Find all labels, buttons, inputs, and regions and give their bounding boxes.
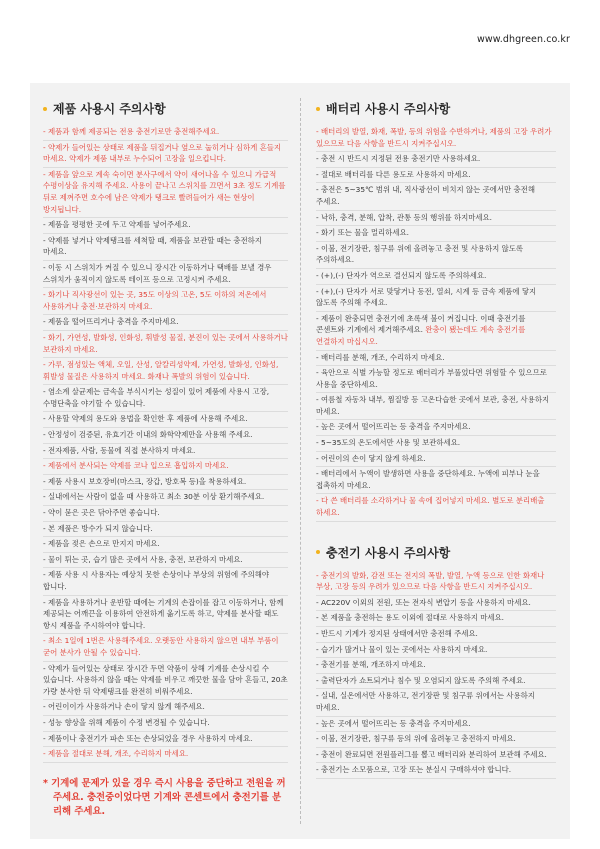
list-item: - 제품을 평평한 곳에 두고 약제를 넣어주세요. xyxy=(43,218,288,234)
product-precautions xyxy=(43,100,288,819)
list-item: - (+),(-) 단자가 역으로 결선되지 않도록 주의하세요. xyxy=(316,269,556,285)
list-item: - (+),(-) 단자가 서로 맞닿거나 동전, 열쇠, 시계 등 금속 제품에 닿지 않도록 주의해 주세요. xyxy=(316,285,556,312)
list-item: - 제품을 절대로 분해, 개조, 수리하지 마세요. xyxy=(43,747,288,763)
header-bar xyxy=(0,0,600,58)
bullet-dot-icon xyxy=(316,107,320,111)
battery-precautions xyxy=(316,100,556,522)
list-item: - 제품 사용시 보호장비(마스크, 장갑, 방호복 등)을 착용하세요. xyxy=(43,475,288,491)
list-item: - 이불, 전기장판, 침구류 위에 올려놓고 충전 및 사용하지 않도록 주의하세요. xyxy=(316,242,556,269)
list-item: - 반드시 기계가 정지된 상태에서만 충전해 주세요. xyxy=(316,627,556,643)
list-item: - 물이 튀는 곳, 습기 많은 곳에서 사용, 충전, 보관하지 마세요. xyxy=(43,553,288,569)
list-item: - 이동 시 스위치가 켜질 수 있으니 장시간 이동하거나 택배를 보낼 경우 스위치가 움직이지 않도록 테이프 등으로 고정시켜 주세요. xyxy=(43,261,288,288)
list-item: - 실내에서는 사람이 없을 때 사용하고 최소 30분 이상 환기해주세요. xyxy=(43,490,288,506)
list-item: - 충전기를 분해, 개조하지 마세요. xyxy=(316,658,556,674)
list-item: - 성능 향상을 위해 제품이 수정 변경될 수 있습니다. xyxy=(43,716,288,732)
list-item: - 제품과 함께 제공되는 전용 충전기로만 충전해주세요. xyxy=(43,125,288,141)
list-item: - 충전기의 발화, 감전 또는 전지의 폭발, 발열, 누액 등으로 인한 화재나 부상, 고장 등의 우려가 있으므로 다음 사항을 반드시 지켜주십시오. xyxy=(316,569,556,596)
list-item: - 제품 사용 시 사용자는 예상치 못한 손상이나 부상의 위험에 주의해야 합니다. xyxy=(43,568,288,595)
bullet-dot-icon xyxy=(316,550,320,554)
list-item: - 화기나 직사광선이 있는 곳, 35도 이상의 고온, 5도 이하의 저온에서 사용하거나 충전·보관하지 마세요. xyxy=(43,288,288,315)
warning-note: * 기계에 문제가 있을 경우 즉시 사용을 중단하고 전원을 꺼주세요. 충전중이었다면 기계와 콘센트에서 충전기를 분리해 주세요. xyxy=(43,777,286,817)
list-item: - 안정성이 검증된, 유효기간 이내의 화학약제만을 사용해 주세요. xyxy=(43,428,288,444)
list-item: - 충전이 완료되면 전원플러그를 뽑고 배터리와 분리하여 보관해 주세요. xyxy=(316,748,556,764)
list-item: - 제품에서 분사되는 약제를 코나 입으로 흡입하지 마세요. xyxy=(43,459,288,475)
list-item: - 충전은 5~35℃ 범위 내, 직사광선이 비치지 않는 곳에서만 충전해 주세요. xyxy=(316,183,556,210)
right-column xyxy=(316,100,556,779)
list-item: - 제품을 젖은 손으로 만지지 마세요. xyxy=(43,537,288,553)
list-item: - 화기, 가연성, 발화성, 인화성, 휘발성 물질, 분진이 있는 곳에서 사용하거나 보관하지 마세요. xyxy=(43,331,288,358)
list-item: - 배터리에서 누액이 발생하면 사용을 중단하세요. 누액에 피부나 눈을 접촉하지 마세요. xyxy=(316,467,556,494)
list-item: - 약이 묻은 곳은 닦아주면 좋습니다. xyxy=(43,506,288,522)
product-precautions-title: 제품 사용시 주의사항 xyxy=(43,100,288,117)
charger-precautions xyxy=(316,544,556,779)
list-item: - 제품이나 충전기가 파손 또는 손상되었을 경우 사용하지 마세요. xyxy=(43,732,288,748)
list-item: - 이불, 전기장판, 침구류 등의 위에 올려놓고 충전하지 마세요. xyxy=(316,732,556,748)
battery-precautions-title: 배터리 사용시 주의사항 xyxy=(316,100,556,117)
list-item: - 약제가 들어있는 상태로 장시간 두면 약품이 상해 기계를 손상시킬 수 있습니다. 사용하지 않을 때는 약제를 비우고 깨끗한 물을 담아 흔들고, 20초 가량 분사한 뒤 약제탱크를 완전히 비워주세요. xyxy=(43,662,288,701)
list-item: - 충전 시 반드시 지정된 전용 충전기만 사용하세요. xyxy=(316,152,556,168)
battery-precautions-list xyxy=(316,125,556,522)
list-item: - 어린이의 손이 닿지 않게 하세요. xyxy=(316,452,556,468)
list-item: - 배터리를 분해, 개조, 수리하지 마세요. xyxy=(316,351,556,367)
list-item: - AC220V 이외의 전원, 또는 전자식 변압기 등을 사용하지 마세요. xyxy=(316,596,556,612)
column-divider xyxy=(300,98,301,824)
list-item: - 본 제품을 충전하는 용도 이외에 절대로 사용하지 마세요. xyxy=(316,611,556,627)
list-item: - 사용할 약제의 용도와 용법을 확인한 후 제품에 사용해 주세요. xyxy=(43,412,288,428)
list-item: - 배터리의 발열, 화재, 폭발, 등의 위험을 수반하거나, 제품의 고장 우려가 있으므로 다음 사항을 반드시 지켜주십시오. xyxy=(316,125,556,152)
list-item: - 가루, 점성있는 액체, 오일, 산성, 알칼리성약제, 가연성, 발화성, 인화성, 휘발성 물질은 사용하지 마세요. 화재나 폭발의 위험이 있습니다. xyxy=(43,358,288,385)
list-item: - 전자제품, 사람, 동물에 직접 분사하지 마세요. xyxy=(43,444,288,460)
list-item: - 실내, 실온에서만 사용하고, 전기장판 및 침구류 위에서는 사용하지 마세요. xyxy=(316,689,556,716)
list-item: - 제품이 완충되면 충전기에 초록색 불이 켜집니다. 이때 충전기를 콘센트와 기계에서 제거해주세요. 완충이 됐는데도 계속 충전기를 연결하지 마십시오. xyxy=(316,312,556,351)
list-item: - 약제를 넣거나 약제탱크를 세척할 때, 제품을 보관할 때는 충전하지 마세요. xyxy=(43,234,288,261)
list-item: - 습기가 많거나 물이 있는 곳에서는 사용하지 마세요. xyxy=(316,643,556,659)
list-item: - 본 제품은 방수가 되지 않습니다. xyxy=(43,522,288,538)
list-item: - 5~35도의 온도에서만 사용 및 보관하세요. xyxy=(316,436,556,452)
list-item: - 낙하, 충격, 분해, 압착, 관통 등의 행위를 하지마세요. xyxy=(316,211,556,227)
bullet-dot-icon xyxy=(43,107,47,111)
list-item: - 제품을 앞으로 계속 숙이면 분사구에서 약이 새어나올 수 있으니 가급적 수평이상을 유지해 주세요. 사용이 끝나고 스위치를 끄면서 3초 정도 기계를 뒤로 제껴주면 호수에 남은 약제가 탱크로 빨려들어가 새는 현상이 방지됩니다. xyxy=(43,168,288,218)
list-item: - 충전기는 소모품으로, 고장 또는 분실시 구매하셔야 합니다. xyxy=(316,763,556,779)
list-item: - 제품을 사용하거나 운반할 때에는 기계의 손잡이를 잡고 이동하거나, 함께 제공되는 어깨끈을 이용하여 안전하게 옮기도록 하고, 약제를 분사할 때도 항시 제품을 주시하여야 합니다. xyxy=(43,596,288,635)
product-precautions-list xyxy=(43,125,288,763)
list-item: - 어린이이가 사용하거나 손이 닿지 않게 해주세요. xyxy=(43,700,288,716)
list-item: - 여름철 자동차 내부, 찜질방 등 고온다습한 곳에서 보관, 충전, 사용하지 마세요. xyxy=(316,393,556,420)
charger-precautions-title: 충전기 사용시 주의사항 xyxy=(316,544,556,561)
site-url[interactable]: www.dhgreen.co.kr xyxy=(477,34,570,45)
list-item: - 육안으로 식별 가능할 정도로 배터리가 부풀었다면 위험할 수 있으므로 사용을 중단하세요. xyxy=(316,366,556,393)
list-item: - 최소 1일에 1번은 사용해주세요. 오랫동안 사용하지 않으면 내부 부품이 굳어 분사가 안될 수 있습니다. xyxy=(43,634,288,661)
list-item: - 화기 또는 물을 멀리하세요. xyxy=(316,226,556,242)
list-item: - 염소계 살균제는 금속을 부식시키는 성질이 있어 제품에 사용시 고장, 수명단축을 야기할 수 있습니다. xyxy=(43,385,288,412)
charger-precautions-list xyxy=(316,569,556,779)
list-item: - 높은 곳에서 떨어뜨리는 등 충격을 주지마세요. xyxy=(316,717,556,733)
list-item: - 높은 곳에서 떨어뜨리는 등 충격을 주지마세요. xyxy=(316,420,556,436)
list-item: - 약제가 들어있는 상태로 제품을 뒤집거나 옆으로 눕히거나 심하게 흔들지 마세요. 약제가 제품 내부로 누수되어 고장을 일으킵니다. xyxy=(43,141,288,168)
list-item: - 다 쓴 배터리를 소각하거나 물 속에 집어넣지 마세요. 별도로 분리배출 하세요. xyxy=(316,494,556,521)
list-item: - 제품을 떨어뜨리거나 충격을 주지마세요. xyxy=(43,315,288,331)
list-item: - 출력단자가 쇼트되거나 침수 및 오염되지 않도록 주의해 주세요. xyxy=(316,674,556,690)
list-item: - 절대로 배터리를 다른 용도로 사용하지 마세요. xyxy=(316,168,556,184)
